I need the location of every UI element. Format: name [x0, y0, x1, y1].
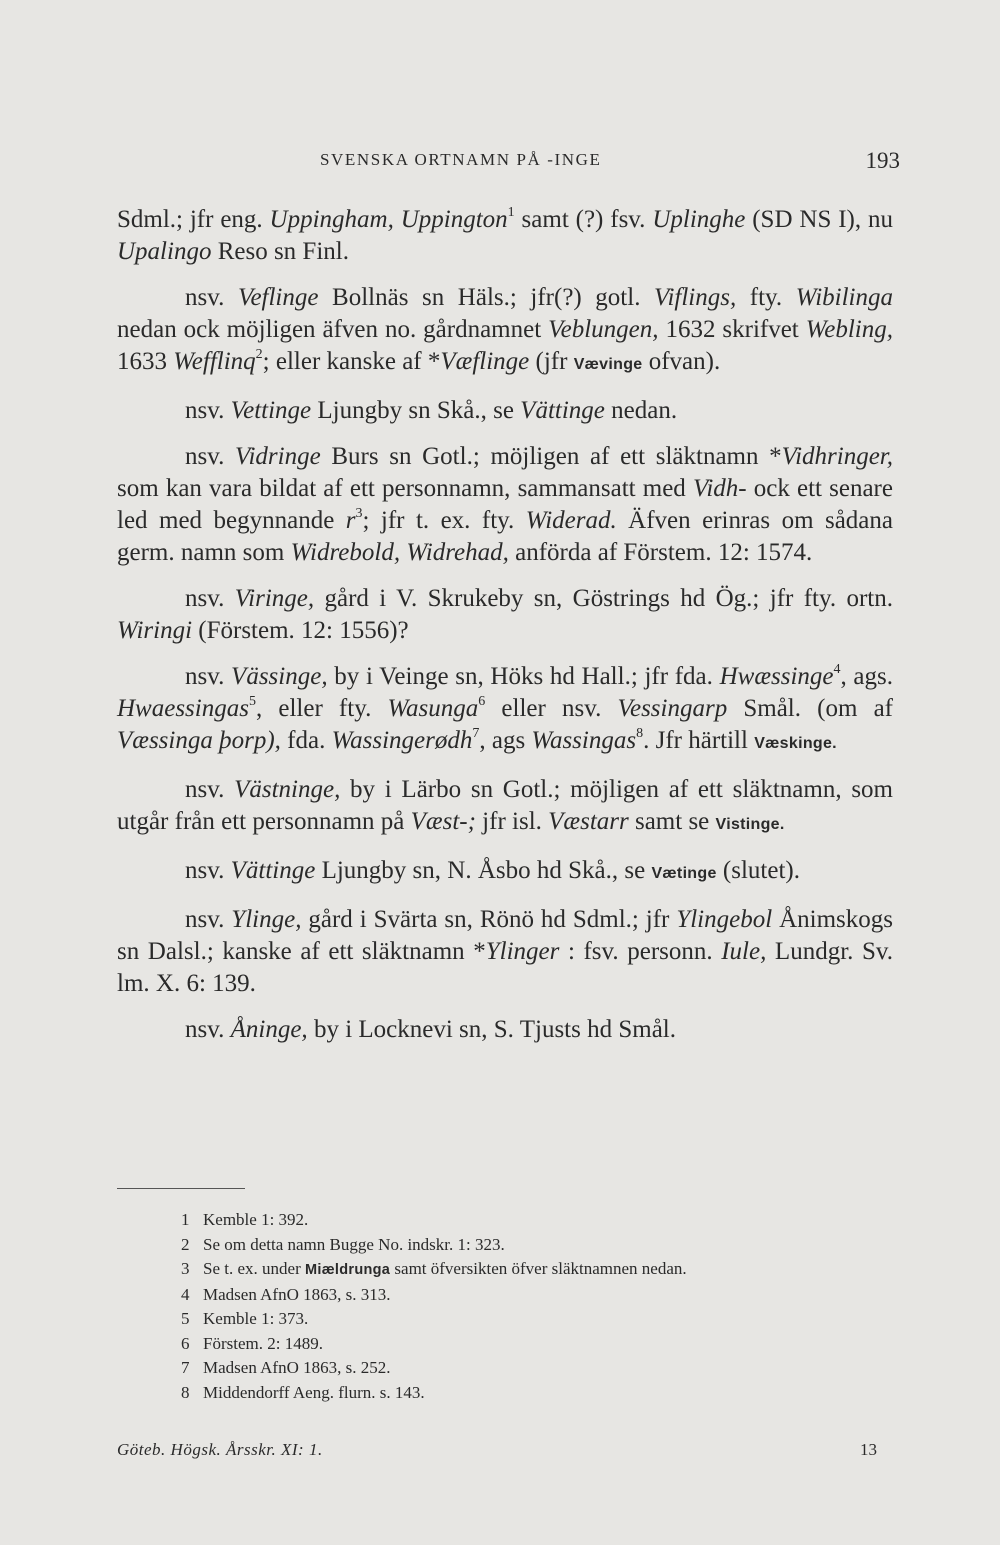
italic-run: Væstarr — [548, 808, 629, 835]
cross-reference: Vævinge — [573, 356, 643, 373]
italic-run: Vässinge, — [231, 663, 328, 690]
text-run: Smål. (om af — [727, 695, 893, 722]
italic-run: Væst-; — [410, 808, 476, 835]
text-run: nsv. — [185, 443, 236, 470]
footnote — [181, 1381, 901, 1406]
cross-reference: Væskinge. — [754, 735, 837, 752]
page-footer — [117, 1440, 877, 1464]
italic-run: Ylinger — [485, 938, 560, 965]
text-run: . Jfr härtill — [643, 727, 755, 754]
text-run: Förstem. 2: 1489. — [203, 1333, 323, 1353]
text-run: samt öfversikten öfver släktnamnen nedan. — [390, 1259, 687, 1278]
text-run: nsv. — [185, 776, 235, 803]
text-run: Lundgr. Sv. lm. X. 6: 139. — [117, 938, 893, 997]
text-run: by i Veinge sn, Höks hd Hall.; jfr fda. — [327, 663, 720, 690]
footnote-number: 8 — [181, 1382, 190, 1402]
italic-run: Wefflinq — [173, 348, 256, 375]
italic-run: Widrebold, Widrehad, — [290, 539, 509, 566]
italic-run: Ylingebol — [676, 906, 773, 933]
footer-signature: Göteb. Högsk. Årsskr. XI: 1. — [117, 1440, 323, 1459]
text-run: nsv. — [185, 1016, 231, 1043]
italic-run: Væflinge — [440, 348, 530, 375]
footer-sheet-number: 13 — [860, 1440, 877, 1459]
italic-run: Viflings, — [654, 284, 737, 311]
italic-run: Wasunga — [387, 695, 479, 722]
italic-run: Viringe, — [234, 585, 315, 612]
italic-run: Vidhringer, — [781, 443, 893, 470]
italic-run: Vättinge — [230, 857, 316, 884]
italic-run: Iule, — [721, 938, 767, 965]
entry-paragraph — [117, 204, 893, 268]
italic-run: Vidh- — [692, 475, 747, 502]
footnote-number: 7 — [181, 1358, 190, 1377]
text-run: eller nsv. — [485, 695, 618, 722]
italic-run: Hwaessingas — [117, 695, 249, 722]
text-run: samt (?) fsv. — [514, 206, 653, 233]
italic-run: Veflinge — [237, 284, 319, 311]
text-run: Middendorff Aeng. flurn. s. 143. — [203, 1382, 425, 1402]
text-run: nsv. — [185, 857, 231, 884]
footnote-ref: 2 — [255, 346, 263, 362]
footnote — [181, 1332, 901, 1357]
text-run: Se om detta namn Bugge No. indskr. 1: 323. — [203, 1234, 505, 1254]
running-title: SVENSKA ORTNAMN PÅ -INGE — [320, 150, 602, 169]
italic-run: Upalingo — [117, 238, 212, 265]
italic-run: Hwæssinge — [719, 663, 834, 690]
italic-run: Vessingarp — [617, 695, 728, 722]
text-run: Ljungby sn, N. Åsbo hd Skå., se — [315, 857, 652, 884]
footnote-number: 6 — [181, 1333, 190, 1353]
italic-run: Wassingerødh — [331, 727, 473, 754]
footnote-ref: 3 — [355, 505, 363, 521]
text-run: nsv. — [185, 663, 232, 690]
text-run: ofvan). — [642, 348, 721, 375]
text-run: , ags — [479, 727, 532, 754]
cross-reference: Miældrunga — [304, 1262, 391, 1278]
italic-run: Vettinge — [230, 397, 312, 424]
footnote — [181, 1208, 901, 1233]
text-run: nedan ock möjligen äfven no. gårdnamnet — [117, 316, 549, 343]
footnote — [181, 1257, 901, 1283]
text-run: nsv. — [185, 397, 231, 424]
footnote-divider — [117, 1188, 245, 1189]
italic-run: Åninge, — [230, 1016, 308, 1043]
italic-run: Væssinga þorp), — [117, 727, 281, 754]
entry-paragraph — [117, 661, 893, 760]
footnote — [181, 1356, 901, 1381]
text-run: Madsen AfnO 1863, s. 313. — [203, 1284, 391, 1304]
text-run: Kemble 1: 392. — [203, 1210, 309, 1229]
italic-run: Ylinge, — [231, 906, 302, 933]
italic-run: Västninge, — [234, 776, 341, 803]
footnote — [181, 1307, 901, 1332]
text-run: ; jfr t. ex. fty. — [362, 507, 526, 534]
text-run: anförda af Förstem. 12: 1574. — [508, 539, 813, 566]
entry-paragraph — [117, 904, 893, 1000]
text-run: , ags. — [840, 663, 894, 690]
footnote-number: 1 — [181, 1210, 190, 1229]
italic-run: r — [345, 507, 356, 534]
text-run: 1632 skrifvet — [658, 316, 806, 343]
text-run: (SD NS I), nu — [745, 206, 893, 233]
text-run: gård i Svärta sn, Rönö hd Sdml.; jfr — [301, 906, 677, 933]
text-run: (slutet). — [716, 857, 800, 884]
italic-run: Vidringe — [235, 443, 321, 470]
entry-paragraph — [117, 1014, 893, 1046]
text-run: , eller fty. — [255, 695, 388, 722]
text-run: Madsen AfnO 1863, s. 252. — [203, 1358, 391, 1377]
italic-run: Uplinghe — [652, 206, 746, 233]
footnote-ref: 8 — [636, 725, 644, 741]
text-run: Bollnäs sn Häls.; jfr(?) gotl. — [318, 284, 655, 311]
entry-paragraph — [117, 395, 893, 427]
text-run: 1633 — [117, 348, 174, 375]
text-run: (jfr — [529, 348, 574, 375]
text-run: : fsv. personn. — [559, 938, 722, 965]
italic-run: Veblungen, — [548, 316, 659, 343]
text-run: fda. — [280, 727, 332, 754]
italic-run: Wiringi — [117, 617, 193, 644]
footnote-ref: 1 — [507, 204, 515, 220]
text-run: nsv. — [185, 284, 238, 311]
footnote-number: 2 — [181, 1234, 190, 1254]
entry-paragraph — [117, 855, 893, 890]
text-run: Reso sn Finl. — [211, 238, 349, 265]
text-run: Äfven erinras om sådana germ. namn som — [117, 507, 893, 566]
entry-paragraph — [117, 583, 893, 647]
italic-run: Widerad. — [525, 507, 617, 534]
cross-reference: Vistinge. — [715, 816, 785, 833]
running-header — [320, 150, 900, 180]
italic-run: Wibilinga — [795, 284, 893, 311]
text-run: by i Locknevi sn, S. Tjusts hd Smål. — [307, 1016, 676, 1043]
italic-run: Vättinge — [520, 397, 605, 424]
text-run: (Förstem. 12: 1556)? — [192, 617, 409, 644]
footnote-number: 4 — [181, 1284, 190, 1304]
text-run: Se t. ex. under — [203, 1259, 305, 1278]
text-run: nedan. — [604, 397, 678, 424]
page-number: 193 — [865, 148, 900, 173]
entry-paragraph — [117, 441, 893, 569]
text-run: nsv. — [185, 906, 232, 933]
italic-run: Webling, — [805, 316, 893, 343]
footnote-ref: 6 — [478, 693, 486, 709]
body-text — [117, 204, 893, 1060]
text-run: samt se — [628, 808, 716, 835]
italic-run: Wassingas — [531, 727, 637, 754]
text-run: nsv. — [185, 585, 235, 612]
footnotes — [181, 1208, 901, 1405]
text-run: ; eller kanske af * — [262, 348, 441, 375]
text-run: jfr isl. — [475, 808, 549, 835]
footnote — [181, 1283, 901, 1308]
text-run: Ånimskogs sn Dalsl.; kanske af ett släktnamn * — [117, 906, 894, 965]
footnote-ref: 7 — [472, 725, 480, 741]
footnote-number: 3 — [181, 1259, 190, 1278]
text-run: Burs sn Gotl.; möjligen af ett släktnamn * — [320, 443, 782, 470]
footnote-ref: 4 — [833, 661, 841, 677]
entry-paragraph — [117, 282, 893, 381]
footnote-number: 5 — [181, 1309, 190, 1328]
text-run: ock ett senare led med begynnande — [117, 475, 893, 534]
entry-paragraph — [117, 774, 893, 841]
footnote-ref: 5 — [248, 693, 256, 709]
text-run: fty. — [736, 284, 796, 311]
cross-reference: Vætinge — [651, 865, 717, 882]
text-run: by i Lärbo sn Gotl.; möjligen af ett släktnamn, som utgår från ett personnamn på — [117, 776, 893, 835]
italic-run: Uppingham, Uppington — [269, 206, 508, 233]
text-run: gård i V. Skrukeby sn, Göstrings hd Ög.; jfr fty. ortn. — [314, 585, 894, 612]
text-run: Sdml.; jfr eng. — [117, 206, 270, 233]
text-run: Ljungby sn Skå., se — [311, 397, 521, 424]
text-run: Kemble 1: 373. — [203, 1309, 309, 1328]
footnote — [181, 1233, 901, 1258]
text-run: som kan vara bildat af ett personnamn, sammansatt med — [117, 475, 693, 502]
